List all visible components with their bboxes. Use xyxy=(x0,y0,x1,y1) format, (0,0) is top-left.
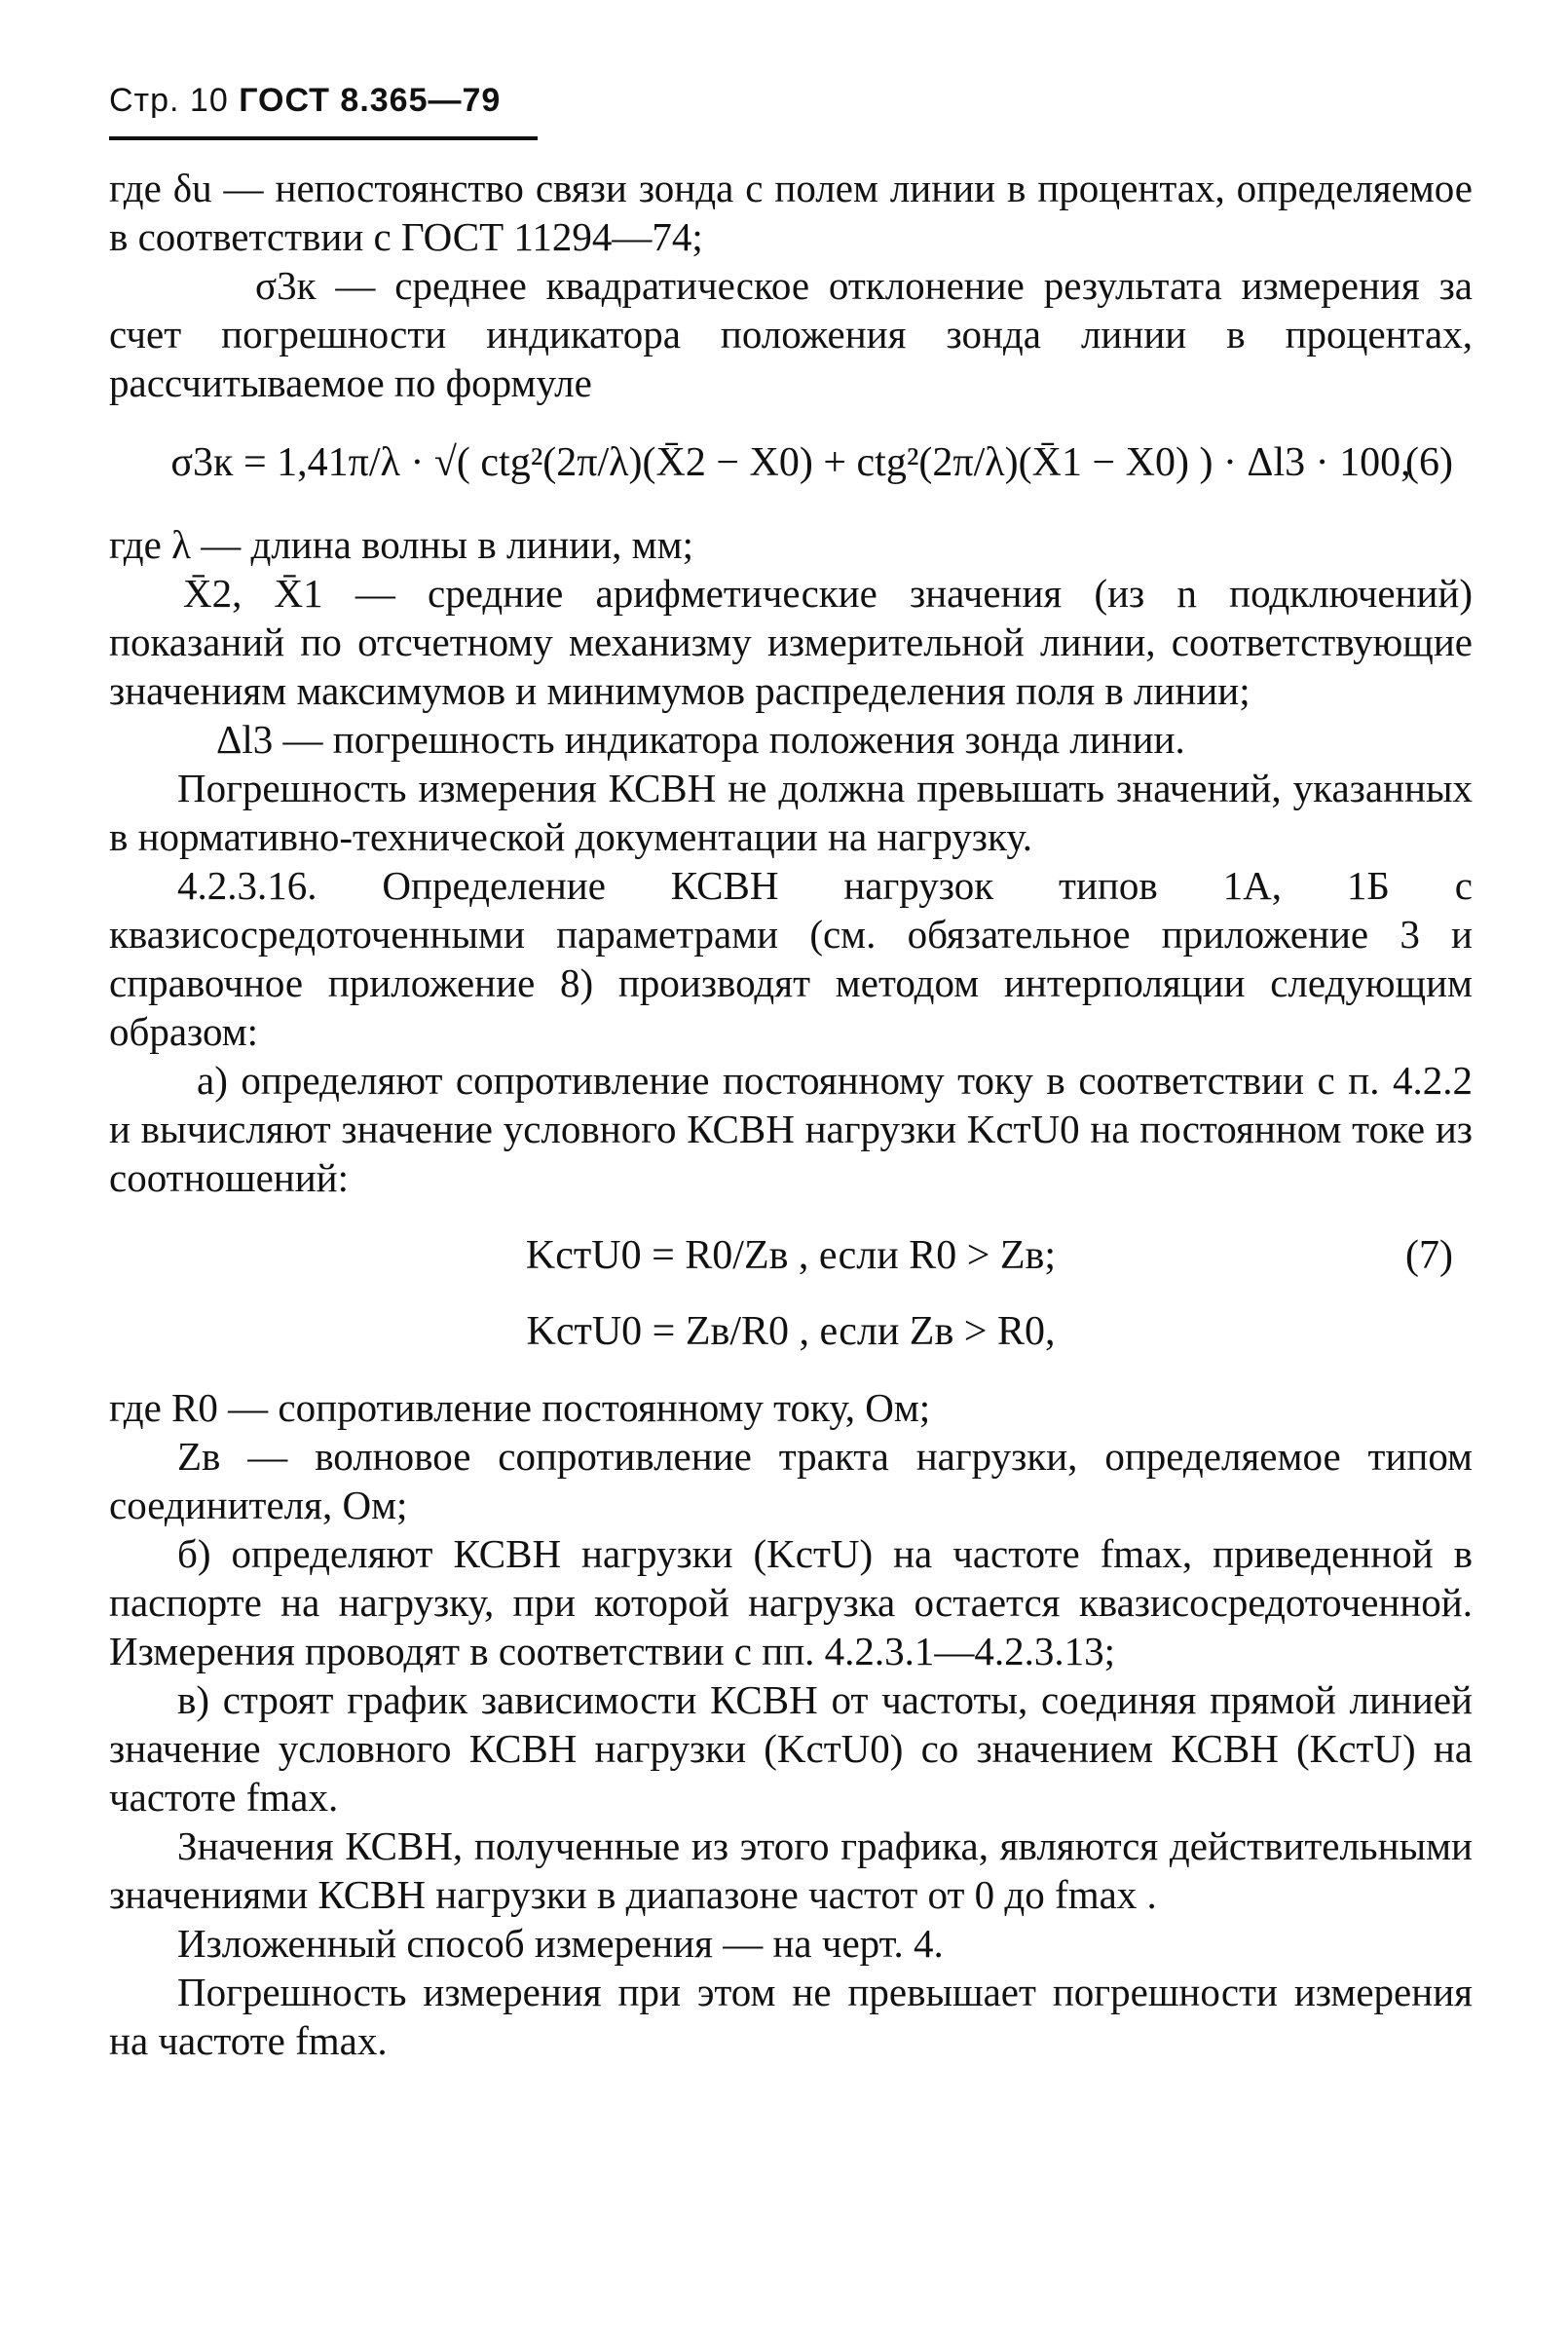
item-a: а) определяют сопротивление постоянному току в соответствии с п. 4.2.2 и вычисляют значение условного КСВН нагрузки KстU0 на постоянном токе из соотношений: xyxy=(109,1058,1473,1200)
formula-6 xyxy=(109,415,1473,512)
definition-lambda: где λ — длина волны в линии, мм; xyxy=(109,522,693,567)
page-label: Стр. 10 xyxy=(109,82,229,119)
definition-delta-l3: Δl3 — погрешность индикатора положения зонда линии. xyxy=(216,717,1185,762)
paragraph-values: Значения КСВН, полученные из этого графика, являются действительными значениями КСВН нагрузки в диапазоне частот от 0 до fmax . xyxy=(109,1823,1473,1917)
paragraph-method: Изложенный способ измерения — на черт. 4. xyxy=(177,1921,944,1966)
paragraph-final: Погрешность измерения при этом не превышает погрешности измерения на частоте fmax. xyxy=(109,1970,1473,2063)
definition-x-means: X̄2, X̄1 — средние арифметические значения (из n подключений) показаний по отсчетному механизму измерительной линии, соответствующие значениям максимумов и минимумов распределения поля в линии; xyxy=(109,571,1473,713)
formula-7-number: (7) xyxy=(1405,1233,1453,1278)
gost-label: ГОСТ xyxy=(239,82,330,119)
item-b: б) определяют КСВН нагрузки (KстU) на частоте fmax, приведенной в паспорте на нагрузку, при которой нагрузка остается квазисосредоточенной. Измерения проводят в соответствии с пп. 4.2.3.1—4.2.3.13; xyxy=(109,1531,1473,1673)
item-v: в) строят график зависимости КСВН от частоты, соединяя прямой линией значение условного КСВН нагрузки (KстU0) со значением КСВН (KстU) на частоте fmax. xyxy=(109,1677,1473,1820)
paragraph-error: Погрешность измерения КСВН не должна превышать значений, указанных в нормативно-технической документации на нагрузку. xyxy=(109,766,1473,859)
definition-delta-u: где δu — непостоянство связи зонда с полем линии в процентах, определяемое в соответствии с ГОСТ 11294—74; xyxy=(109,166,1473,259)
definition-r0: где R0 — сопротивление постоянному току, Ом; xyxy=(109,1385,931,1430)
formula-7-line-1: KстU0 = R0/Zв , если R0 > Zв; xyxy=(525,1233,1057,1278)
formula-7 xyxy=(109,1210,1473,1375)
gost-number: 8.365—79 xyxy=(340,82,502,119)
formula-6-expression: σ3к = 1,41π/λ · √( ctg²(2π/λ)(X̄2 − X0) + ctg²(2π/λ)(X̄1 − X0) ) · Δl3 · 100, xyxy=(170,440,1411,485)
definition-zv: Zв — волновое сопротивление тракта нагрузки, определяемое типом соединителя, Ом; xyxy=(109,1434,1473,1527)
page-header xyxy=(109,82,501,120)
document-body xyxy=(109,164,1473,2065)
definition-sigma: σ3к — среднее квадратическое отклонение результата измерения за счет погрешности индикатора положения зонда линии в процентах, рассчитываемое по формуле xyxy=(109,263,1473,405)
formula-7-line-2: KстU0 = Zв/R0 , если Zв > R0, xyxy=(526,1309,1056,1354)
header-rule xyxy=(109,136,538,140)
paragraph-4-2-3-16: 4.2.3.16. Определение КСВН нагрузок типов 1А, 1Б с квазисосредоточенными параметрами (см. обязательное приложение 3 и справочное приложение 8) производят методом интерполяции следующим образом: xyxy=(109,863,1473,1054)
formula-6-number: (6) xyxy=(1405,440,1453,485)
